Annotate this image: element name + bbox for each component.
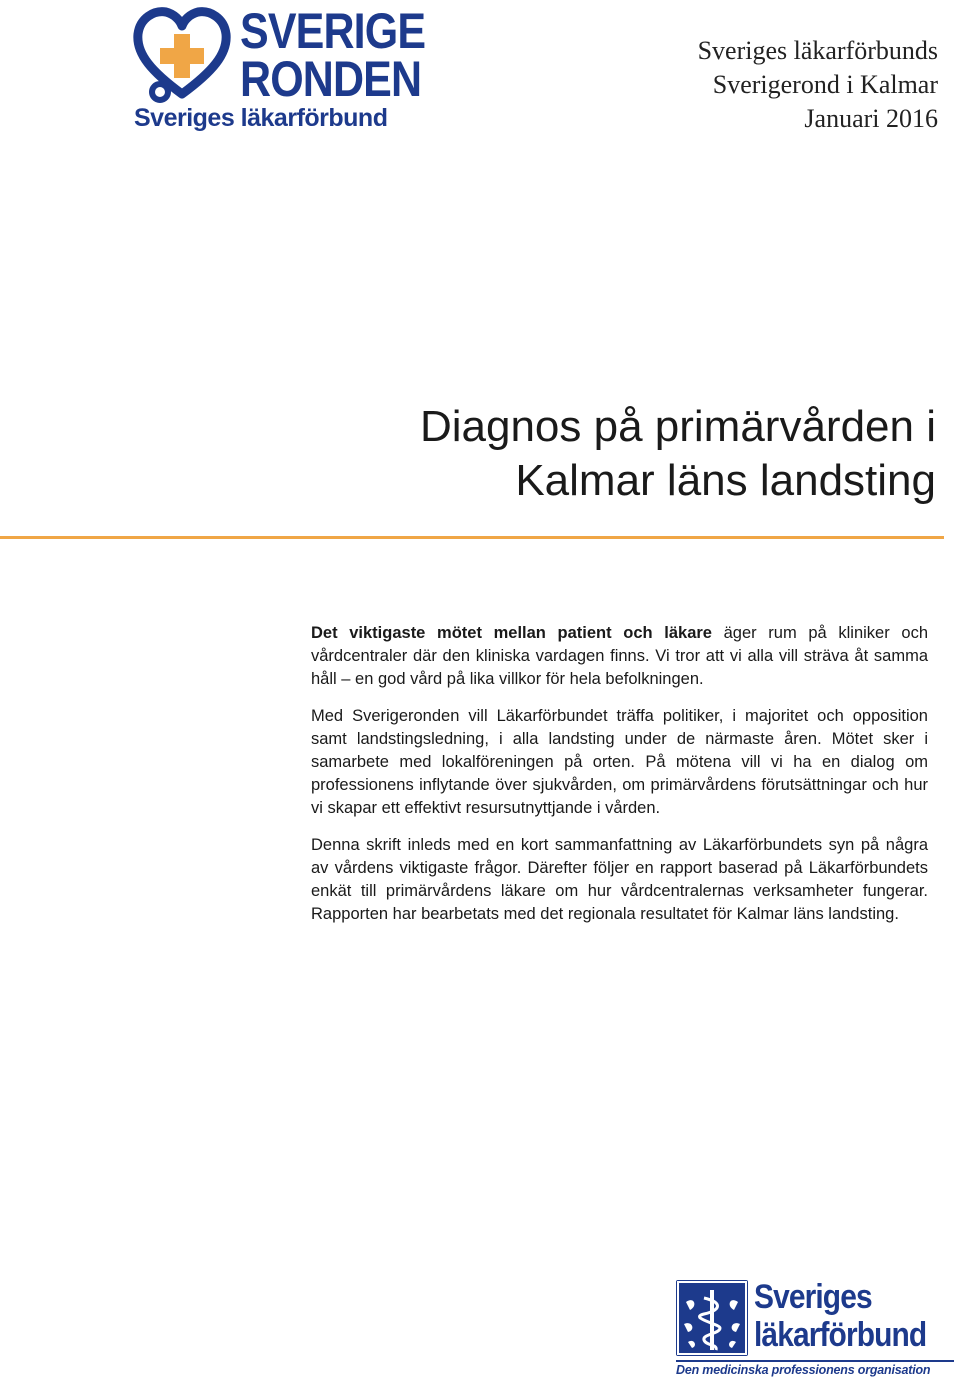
logo-tagline: Sveriges läkarförbund	[134, 104, 388, 132]
sveriges-lakarforbund-logo	[676, 1280, 954, 1378]
heart-stethoscope-cross-icon	[132, 4, 232, 104]
paragraph-2: Med Sverigeronden vill Läkarförbundet träffa politiker, i majoritet och opposition samt landstingsledning, i alla landsting under de närmaste åren. Mötet sker i samarbete med lokalföreningen på orten. På mötena vill vi ha en dialog om professionens inflytande över sjukvården, om primärvårdens förutsättningar och hur vi skapar ett effektivt resursutnyttjande i vården.	[311, 707, 928, 817]
footer-logo-tagline: Den medicinska professionens organisation	[676, 1360, 954, 1377]
paragraph-1	[311, 622, 928, 691]
paragraph-3: Denna skrift inleds med en kort sammanfattning av Läkarförbundets syn på några av vårdens viktigaste frågor. Därefter följer en rapport baserad på Läkarförbundets enkät till primärvårdens läkare om hur vårdcentralernas verksamheter fungerar. Rapporten har bearbetats med det regionala resultatet för Kalmar läns landsting.	[311, 836, 928, 923]
paragraph-1-rest: äger rum på kliniker och vårdcentraler där den kliniska vardagen finns. Vi tror att vi alla vill sträva åt samma håll – en god vård på lika villkor för hela befolkningen.	[311, 624, 928, 688]
logo-word-ronden: RONDEN	[240, 51, 422, 107]
title-line-1: Diagnos på primärvården i	[419, 402, 936, 451]
sverigeronden-logo	[132, 3, 426, 134]
title-divider	[0, 536, 944, 539]
staff-of-asclepius-emblem-icon	[676, 1280, 748, 1356]
intro-text	[311, 622, 928, 940]
logo-word-sverige: SVERIGE	[240, 3, 426, 59]
meta-date: Januari 2016	[804, 104, 938, 133]
footer-logo-word-lakarforbund: läkarförbund	[754, 1316, 927, 1354]
meta-organization: Sveriges läkarförbunds	[697, 36, 938, 65]
title-line-2: Kalmar läns landsting	[515, 456, 936, 505]
footer-logo-word-sveriges: Sveriges	[754, 1278, 872, 1316]
paragraph-1-lead: Det viktigaste mötet mellan patient och läkare	[311, 624, 712, 642]
meta-location: Sverigerond i Kalmar	[712, 70, 938, 99]
page-title	[420, 400, 936, 508]
report-meta	[698, 34, 938, 136]
